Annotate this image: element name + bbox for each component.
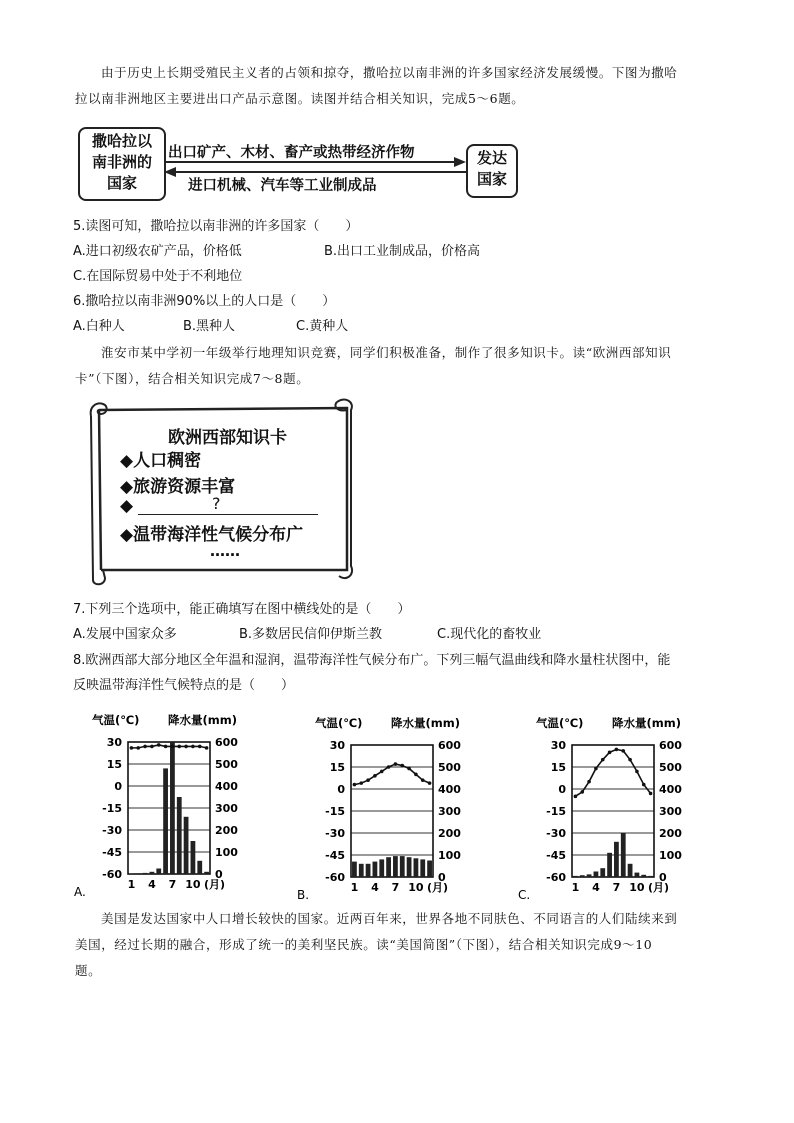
- precip-tick-label: 600: [659, 739, 682, 752]
- precip-bar: [607, 853, 612, 877]
- precip-tick-label: 400: [659, 783, 682, 796]
- temperature-point: [621, 749, 625, 753]
- precip-bar: [150, 872, 155, 874]
- temp-tick-label: -30: [102, 824, 122, 837]
- temp-axis-title: 气温(℃): [536, 716, 584, 730]
- q5-option-c: C.在国际贸易中处于不利地位: [73, 269, 243, 284]
- q6-option-a: A.白种人: [73, 319, 125, 334]
- precip-bar: [414, 858, 419, 877]
- option-label: C.: [518, 888, 531, 902]
- q7-option-a: A.发展中国家众多: [73, 627, 177, 642]
- temp-tick-label: 15: [106, 758, 122, 771]
- temperature-point: [649, 792, 653, 796]
- temperature-point: [164, 745, 168, 749]
- temperature-point: [380, 770, 384, 774]
- q5-option-a: A.进口初级农矿产品，价格低: [73, 244, 242, 259]
- temp-tick-label: 15: [329, 761, 345, 774]
- precip-tick-label: 300: [215, 802, 238, 815]
- precip-bar: [163, 768, 168, 874]
- precip-tick-label: 200: [215, 824, 238, 837]
- temperature-point: [191, 745, 195, 749]
- month-tick-label: 1: [571, 881, 580, 894]
- intro3-line3: 题。: [75, 963, 102, 978]
- temperature-point: [635, 770, 639, 774]
- temp-tick-label: 0: [114, 780, 122, 793]
- precip-bar: [594, 872, 599, 878]
- temp-tick-label: 15: [550, 761, 566, 774]
- precip-bar: [621, 833, 626, 877]
- developed-box-line2: 国家: [476, 170, 507, 188]
- africa-box-line2: 南非洲的: [91, 153, 152, 171]
- precip-bar: [386, 857, 391, 877]
- precip-bar: [170, 742, 175, 874]
- card-ellipsis: ……: [210, 542, 240, 560]
- precip-bar: [136, 873, 141, 874]
- precip-bar: [580, 875, 585, 877]
- month-tick-label: 10: [185, 878, 201, 891]
- q5-option-b: B.出口工业制成品，价格高: [324, 244, 481, 259]
- developed-countries-box: [466, 144, 518, 198]
- month-tick-label: 1: [127, 878, 136, 891]
- import-arrowhead: [164, 167, 176, 177]
- temp-tick-label: -15: [546, 805, 566, 818]
- temperature-point: [601, 758, 605, 762]
- africa-box-line3: 国家: [106, 174, 137, 192]
- precip-bar: [191, 841, 196, 874]
- x-axis-unit: (月): [204, 878, 226, 891]
- temperature-point: [205, 746, 209, 750]
- intro-paragraph-1: [75, 60, 725, 112]
- export-label: 出口矿产、木材、畜产或热带经济作物: [168, 145, 415, 161]
- temperature-point: [373, 774, 377, 778]
- precip-tick-label: 200: [659, 827, 682, 840]
- q5-stem: 5.读图可知，撒哈拉以南非洲的许多国家（ ）: [73, 219, 359, 234]
- precip-tick-label: 400: [438, 783, 461, 796]
- card-item-4: ◆温带海洋性气候分布广: [120, 525, 304, 545]
- temperature-point: [171, 745, 175, 749]
- precip-bar: [352, 862, 357, 877]
- precip-tick-label: 0: [438, 871, 446, 884]
- q7-option-b: B.多数居民信仰伊斯兰教: [239, 627, 383, 642]
- month-tick-label: 1: [350, 881, 359, 894]
- precip-bar: [366, 864, 371, 877]
- temperature-point: [136, 746, 140, 750]
- intro3-line1: 美国是发达国家中人口增长较快的国家。近两百年来，世界各地不同肤色、不同语言的人们陆续来到: [101, 911, 678, 926]
- card-item-1: ◆人口稠密: [120, 451, 202, 471]
- month-tick-label: 10: [629, 881, 645, 894]
- card-item-2: ◆旅游资源丰富: [120, 477, 236, 497]
- precip-tick-label: 500: [438, 761, 461, 774]
- q5-options-row1: [73, 242, 480, 262]
- temperature-point: [580, 790, 584, 794]
- precip-bar: [407, 857, 412, 877]
- temperature-point: [394, 762, 398, 766]
- month-tick-label: 4: [371, 881, 379, 894]
- option-label: A.: [74, 885, 86, 899]
- temperature-point: [574, 795, 578, 799]
- climate-chart-c: [514, 713, 714, 903]
- intro1-line2: 拉以南非洲地区主要进出口产品示意图。读图并结合相关知识，完成5～6题。: [75, 91, 525, 106]
- precip-bar: [573, 876, 578, 877]
- temp-tick-label: -30: [325, 827, 345, 840]
- temp-tick-label: 0: [558, 783, 566, 796]
- precip-bar: [359, 864, 364, 877]
- temp-tick-label: -45: [546, 849, 566, 862]
- temperature-point: [366, 778, 370, 782]
- temperature-point: [198, 745, 202, 749]
- card-blank-line: [138, 514, 318, 515]
- precip-tick-label: 300: [659, 805, 682, 818]
- precip-tick-label: 200: [438, 827, 461, 840]
- africa-box-line1: 撒哈拉以: [91, 132, 152, 150]
- temperature-point: [143, 745, 147, 749]
- card-item-3-bullet: ◆: [120, 496, 134, 516]
- temperature-point: [400, 764, 404, 768]
- precip-tick-label: 400: [215, 780, 238, 793]
- temperature-point: [428, 781, 432, 785]
- temperature-point: [594, 767, 598, 771]
- temp-tick-label: 0: [337, 783, 345, 796]
- precip-tick-label: 300: [438, 805, 461, 818]
- temperature-point: [421, 778, 425, 782]
- q7-options: [73, 625, 541, 645]
- card-title: 欧洲西部知识卡: [168, 428, 287, 448]
- temperature-point: [414, 773, 418, 777]
- precip-bar: [379, 859, 384, 877]
- month-tick-label: 7: [391, 881, 400, 894]
- temperature-point: [177, 745, 181, 749]
- temp-tick-label: -30: [546, 827, 566, 840]
- q6-stem: 6.撒哈拉以南非洲90%以上的人口是（ ）: [73, 294, 336, 309]
- precip-bar: [373, 862, 378, 877]
- precip-bar: [628, 864, 633, 877]
- precip-tick-label: 600: [438, 739, 461, 752]
- precip-bar: [156, 869, 161, 875]
- precip-tick-label: 500: [215, 758, 238, 771]
- precip-bar: [204, 872, 209, 874]
- precip-tick-label: 100: [659, 849, 682, 862]
- intro2-line2: 卡”（下图），结合相关知识完成7～8题。: [75, 371, 310, 386]
- precip-tick-label: 600: [215, 736, 238, 749]
- precip-bar: [177, 797, 182, 874]
- temperature-point: [150, 745, 154, 749]
- precip-bar: [184, 817, 189, 874]
- temperature-point: [359, 781, 363, 785]
- climate-chart-a: [70, 710, 270, 900]
- precip-bar: [427, 861, 432, 878]
- temp-tick-label: -60: [546, 871, 566, 884]
- climate-chart-b: [293, 713, 493, 903]
- temperature-point: [615, 748, 619, 752]
- precip-axis-title: 降水量(mm): [391, 716, 460, 730]
- temp-tick-label: -60: [325, 871, 345, 884]
- q6-options: [73, 317, 348, 337]
- intro-paragraph-3: [75, 906, 725, 984]
- precip-tick-label: 500: [659, 761, 682, 774]
- temperature-point: [407, 767, 411, 771]
- q8-line1: 8.欧洲西部大部分地区全年温和湿润，温带海洋性气候分布广。下列三幅气温曲线和降水量柱状图中，能: [73, 653, 671, 668]
- temp-tick-label: -15: [325, 805, 345, 818]
- africa-countries-box: [78, 127, 166, 201]
- option-label: B.: [297, 888, 310, 902]
- precip-bar: [641, 875, 646, 877]
- precip-bar: [393, 856, 398, 877]
- temp-tick-label: -60: [102, 868, 122, 881]
- temp-tick-label: -15: [102, 802, 122, 815]
- precip-bar: [587, 874, 592, 877]
- temp-tick-label: -45: [325, 849, 345, 862]
- precip-axis-title: 降水量(mm): [612, 716, 681, 730]
- q7-option-c: C.现代化的畜牧业: [437, 627, 542, 642]
- intro1-line1: 由于历史上长期受殖民主义者的占领和掠夺，撒哈拉以南非洲的许多国家经济发展缓慢。下图为撒哈: [101, 65, 678, 80]
- card-question-mark: ?: [212, 494, 221, 513]
- export-arrowhead: [454, 157, 466, 167]
- precip-tick-label: 0: [659, 871, 667, 884]
- temperature-point: [130, 746, 134, 750]
- temp-tick-label: 30: [329, 739, 345, 752]
- temperature-curve: [131, 745, 206, 748]
- developed-box-line1: 发达: [476, 149, 507, 167]
- q8-line2: 反映温带海洋性气候特点的是（ ）: [73, 678, 295, 693]
- temperature-point: [353, 783, 357, 787]
- precip-bar: [600, 868, 605, 877]
- import-label: 进口机械、汽车等工业制成品: [188, 178, 377, 194]
- precip-bar: [614, 842, 619, 877]
- temperature-point: [608, 751, 612, 755]
- x-axis-unit: (月): [648, 881, 670, 894]
- temp-tick-label: 30: [106, 736, 122, 749]
- temperature-point: [387, 765, 391, 769]
- temperature-point: [642, 783, 646, 787]
- month-tick-label: 7: [168, 878, 177, 891]
- temp-tick-label: -45: [102, 846, 122, 859]
- q6-option-b: B.黑种人: [183, 319, 236, 334]
- q6-option-c: C.黄种人: [296, 319, 349, 334]
- temp-axis-title: 气温(℃): [92, 713, 140, 727]
- intro-paragraph-2: [75, 340, 725, 392]
- precip-tick-label: 100: [438, 849, 461, 862]
- temperature-point: [157, 743, 161, 747]
- precip-bar: [420, 859, 425, 877]
- temperature-point: [628, 758, 632, 762]
- month-tick-label: 4: [148, 878, 156, 891]
- x-axis-unit: (月): [427, 881, 449, 894]
- precip-bar: [400, 856, 405, 877]
- precip-tick-label: 0: [215, 868, 223, 881]
- q7-stem: 7.下列三个选项中，能正确填写在图中横线处的是（ ）: [73, 602, 411, 617]
- precip-bar: [635, 873, 640, 877]
- intro2-line1: 淮安市某中学初一年级举行地理知识竞赛，同学们积极准备，制作了很多知识卡。读“欧洲西部知识: [101, 345, 672, 360]
- temperature-point: [184, 745, 188, 749]
- month-tick-label: 10: [408, 881, 424, 894]
- temperature-point: [587, 780, 591, 784]
- precip-bar: [143, 873, 148, 874]
- precip-bar: [648, 876, 653, 877]
- precip-tick-label: 100: [215, 846, 238, 859]
- temp-axis-title: 气温(℃): [315, 716, 363, 730]
- temp-tick-label: 30: [550, 739, 566, 752]
- precip-axis-title: 降水量(mm): [168, 713, 237, 727]
- intro3-line2: 美国，经过长期的融合，形成了统一的美利坚民族。读“美国简图”（下图），结合相关知识完成9～10: [75, 937, 653, 952]
- precip-bar: [197, 861, 202, 874]
- month-tick-label: 7: [612, 881, 621, 894]
- month-tick-label: 4: [592, 881, 600, 894]
